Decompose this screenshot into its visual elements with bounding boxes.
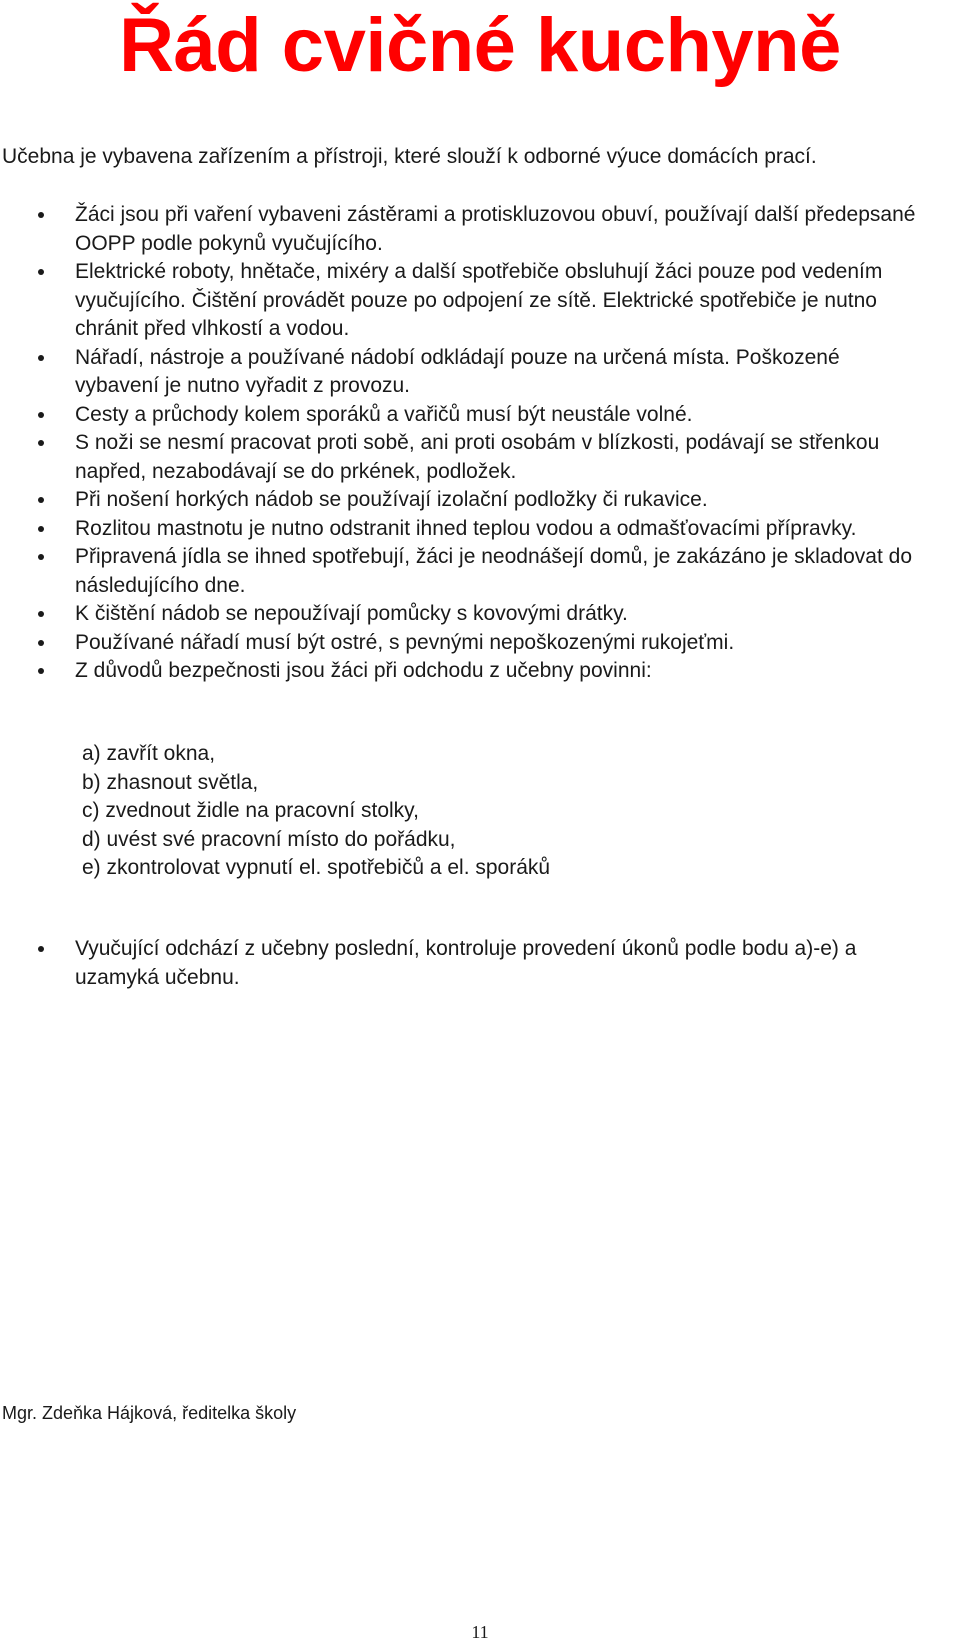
final-rule-list — [0, 935, 920, 992]
closing-step: e) zkontrolovat vypnutí el. spotřebičů a el. sporáků — [82, 856, 551, 879]
final-rule-item: Vyučující odchází z učebny poslední, kontroluje provedení úkonů podle bodu a)-e) a uzamyká učebnu. — [0, 935, 920, 992]
closing-step: c) zvednout židle na pracovní stolky, — [82, 799, 419, 822]
rule-item: Rozlitou mastnotu je nutno odstranit ihned teplou vodou a odmašťovacími přípravky. — [0, 515, 920, 544]
page-title: Řád cvičné kuchyně — [119, 3, 841, 88]
rule-item: Elektrické roboty, hnětače, mixéry a další spotřebiče obsluhují žáci pouze pod vedením vyučujícího. Čištění provádět pouze po odpojení ze sítě. Elektrické spotřebiče je nutno chránit před vlhkostí a vodou. — [0, 258, 920, 344]
closing-step: d) uvést své pracovní místo do pořádku, — [82, 827, 456, 851]
rule-item: Žáci jsou při vaření vybaveni zástěrami a protiskluzovou obuví, používají další předepsané OOPP podle pokynů vyučujícího. — [0, 201, 920, 258]
rule-item: Cesty a průchody kolem sporáků a vařičů musí být neustále volné. — [0, 401, 920, 430]
closing-step: b) zhasnout světla, — [82, 770, 259, 794]
intro-paragraph: Učebna je vybavena zařízením a přístroji, které slouží k odborné výuce domácích prací. — [2, 145, 817, 168]
rule-item: S noži se nesmí pracovat proti sobě, ani proti osobám v blízkosti, podávají se střenkou napřed, nezabodávají se do prkének, podložek. — [0, 429, 920, 486]
rule-item: Nářadí, nástroje a používané nádobí odkládají pouze na určená místa. Poškozené vybavení je nutno vyřadit z provozu. — [0, 344, 920, 401]
rule-item: Při nošení horkých nádob se používají izolační podložky či rukavice. — [0, 486, 920, 515]
rule-item: K čištění nádob se nepoužívají pomůcky s kovovými drátky. — [0, 600, 920, 629]
rules-list — [0, 201, 920, 686]
rule-item: Z důvodů bezpečnosti jsou žáci při odchodu z učebny povinni: — [0, 657, 920, 686]
rule-item: Používané nářadí musí být ostré, s pevnými nepoškozenými rukojeťmi. — [0, 629, 920, 658]
closing-step: a) zavřít okna, — [82, 742, 216, 765]
signature: Mgr. Zdeňka Hájková, ředitelka školy — [2, 1403, 297, 1423]
rule-item: Připravená jídla se ihned spotřebují, žáci je neodnášejí domů, je zakázáno je skladovat do následujícího dne. — [0, 543, 920, 600]
closing-steps-list — [82, 740, 550, 883]
page-number: 11 — [471, 1622, 489, 1642]
